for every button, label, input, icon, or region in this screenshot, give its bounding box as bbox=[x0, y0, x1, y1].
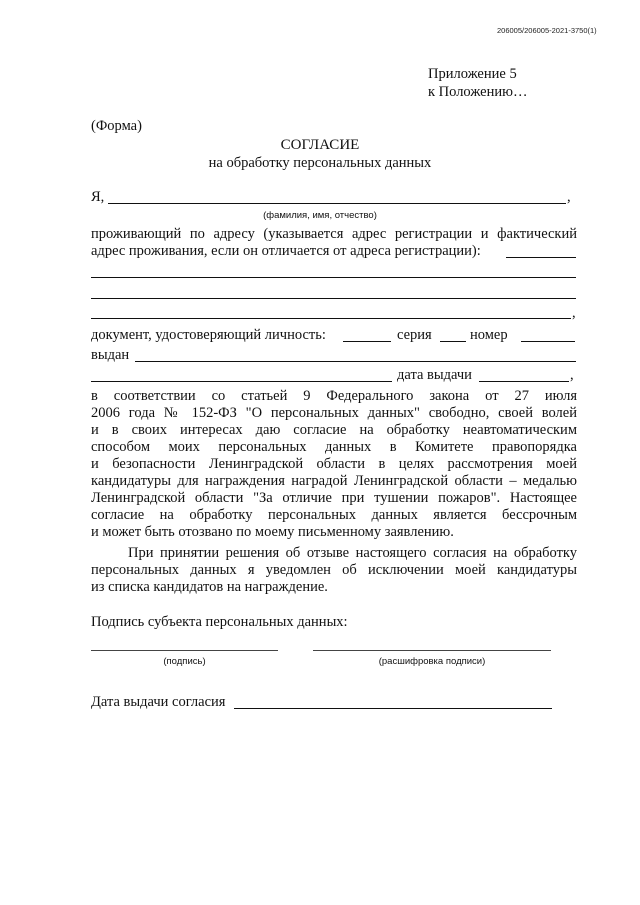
consent-line: согласие на обработку персональных данных является бессрочным bbox=[91, 507, 577, 523]
issue-date-label: дата выдачи bbox=[397, 367, 472, 383]
signature-heading: Подпись субъекта персональных данных: bbox=[91, 614, 348, 630]
consent-line: способом моих персональных данных в Комитете правопорядка bbox=[91, 439, 577, 455]
address-label bbox=[91, 226, 577, 243]
consent-line: и безопасности Ленинградской области в целях рассмотрения моей bbox=[91, 456, 577, 472]
consent-line: 2006 года № 152-ФЗ "О персональных данных" свободно, своей волей bbox=[91, 405, 577, 421]
issued-input-line-2[interactable] bbox=[91, 381, 392, 382]
consent-paragraph bbox=[91, 388, 577, 541]
id-document-label: документ, удостоверяющий личность: bbox=[91, 327, 326, 343]
number-label: номер bbox=[470, 327, 508, 343]
consent-line: и в своих интересах даю согласие на обработку неавтоматическим bbox=[91, 422, 577, 438]
appendix-line-2: к Положению… bbox=[428, 84, 528, 100]
form-label: (Форма) bbox=[91, 118, 142, 134]
id-document-input-line[interactable] bbox=[343, 341, 391, 342]
withdraw-paragraph bbox=[91, 545, 577, 596]
signature-caption: (подпись) bbox=[163, 656, 206, 667]
consent-date-label: Дата выдачи согласия bbox=[91, 694, 226, 710]
signature-decode-caption: (расшифровка подписи) bbox=[378, 656, 486, 667]
i-prefix: Я, bbox=[91, 189, 105, 205]
issue-date-comma: , bbox=[570, 367, 574, 383]
signature-input-line[interactable] bbox=[91, 650, 278, 651]
document-subtitle: на обработку персональных данных bbox=[208, 155, 432, 171]
document-id: 206005/206005-2021-3750(1) bbox=[497, 26, 597, 35]
consent-line: в соответствии со статьей 9 Федерального закона от 27 июля bbox=[91, 388, 577, 404]
issued-input-line-1[interactable] bbox=[135, 361, 576, 362]
consent-line: и может быть отозвано по моему письменному заявлению. bbox=[91, 524, 454, 540]
address-input-line-3[interactable] bbox=[91, 318, 571, 319]
signature-decode-input-line[interactable] bbox=[313, 650, 551, 651]
issue-date-input-line[interactable] bbox=[479, 381, 569, 382]
withdraw-line: из списка кандидатов на награждение. bbox=[91, 579, 328, 595]
consent-line: Ленинградской области "За отличие при тушении пожаров". Настоящее bbox=[91, 490, 577, 506]
fio-comma: , bbox=[567, 189, 571, 205]
number-input-line[interactable] bbox=[521, 341, 575, 342]
consent-date-input-line[interactable] bbox=[234, 708, 552, 709]
address-input-line-1[interactable] bbox=[91, 277, 576, 278]
series-input-line[interactable] bbox=[440, 341, 466, 342]
address-label-line-1: проживающий по адресу (указывается адрес регистрации и фактический bbox=[91, 226, 577, 242]
address-input-line-0[interactable] bbox=[506, 257, 576, 258]
document-title: СОГЛАСИЕ bbox=[280, 137, 360, 153]
fio-input-line[interactable] bbox=[108, 203, 566, 204]
consent-line: кандидатуры для награждения наградой Ленинградской области – медалью bbox=[91, 473, 577, 489]
address-input-line-2[interactable] bbox=[91, 298, 576, 299]
address-comma: , bbox=[572, 305, 576, 321]
series-label: серия bbox=[397, 327, 432, 343]
address-label-line-2: адрес проживания, если он отличается от адреса регистрации): bbox=[91, 243, 481, 259]
withdraw-line: персональных данных я уведомлен об исключении моей кандидатуры bbox=[91, 562, 577, 578]
fio-caption: (фамилия, имя, отчество) bbox=[263, 210, 377, 221]
issued-label: выдан bbox=[91, 347, 130, 363]
appendix-line-1: Приложение 5 bbox=[428, 66, 517, 82]
withdraw-line: При принятии решения об отзыве настоящего согласия на обработку bbox=[128, 545, 577, 561]
